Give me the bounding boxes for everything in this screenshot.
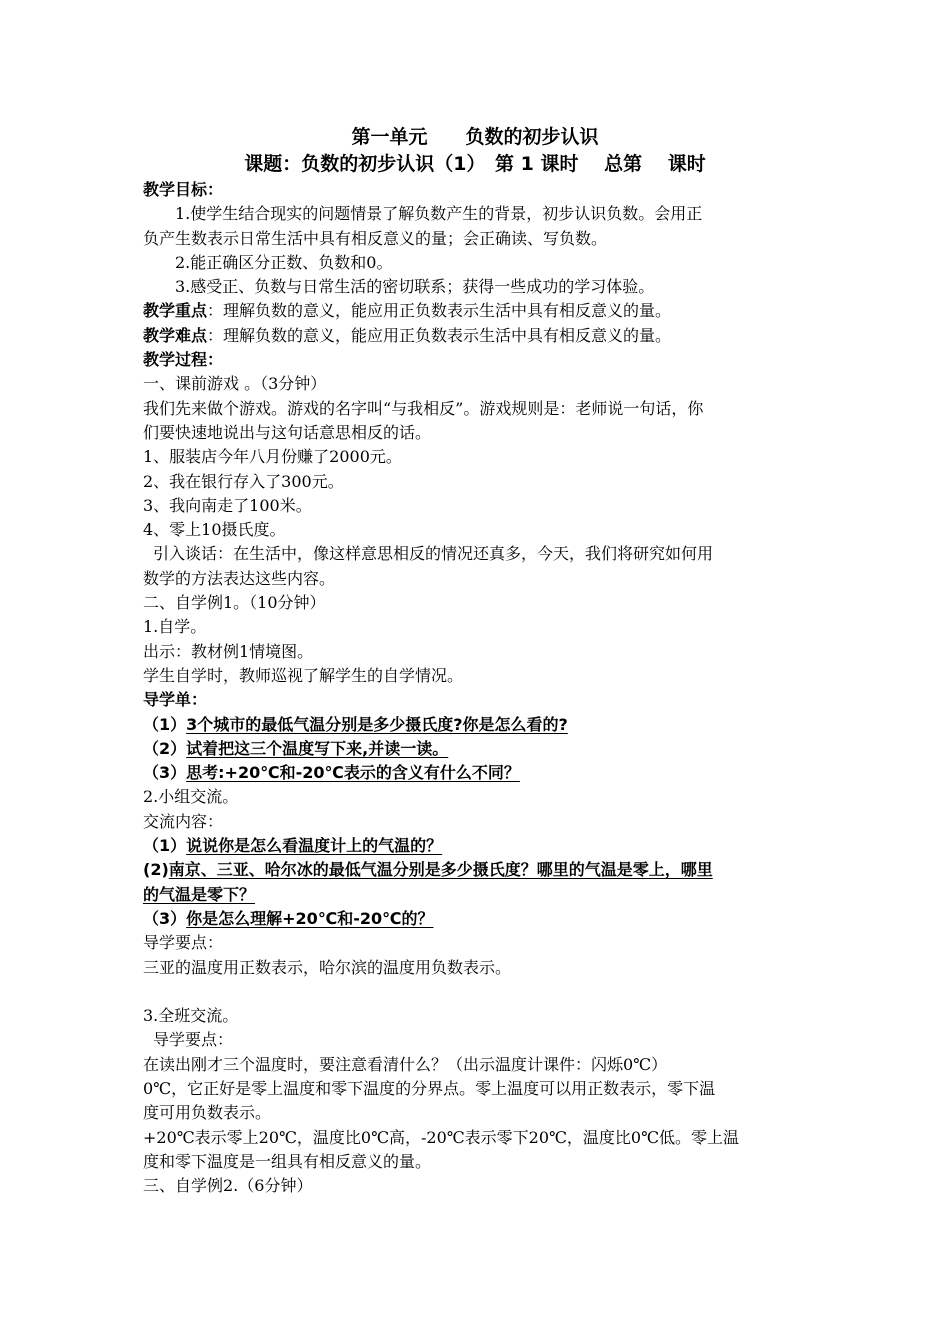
teacher-patrol: 学生自学时，教师巡视了解学生的自学情况。 [143,665,464,685]
guide-item-1-num: （1） [143,714,187,734]
exchange-item-2-text-2: 的气温是零下？ [143,884,256,904]
game-item-1: 1、服装店今年八月份赚了2000元。 [143,447,402,467]
exchange-item-3 [143,907,811,931]
group-exchange: 2.小组交流。 [143,787,239,807]
guide-item-1-text: 3个城市的最低气温分别是多少摄氏度?你是怎么看的? [186,714,568,734]
guide-item-2-num: （2） [143,738,187,758]
objective-1-line-2: 负产生数表示日常生活中具有相反意义的量；会正确读、写负数。 [143,228,608,248]
guide-item-3-text: 思考:+20℃和-20℃表示的含义有什么不同？ [186,763,520,783]
zero-explanation-line-2: 度可用负数表示。 [143,1103,272,1123]
document-body [143,178,811,1198]
objective-2: 2.能正确区分正数、负数和0。 [175,252,393,272]
exchange-item-3-num: （3） [143,908,187,928]
whole-class-exchange: 3.全班交流。 [143,1006,239,1026]
exchange-item-3-text: 你是怎么理解+20℃和-20℃的？ [186,908,434,928]
section-1-heading: 一、课前游戏 。（3分钟） [143,374,327,394]
blank-line [143,980,811,1004]
guide-sheet-heading: 导学单： [143,690,208,710]
exchange-item-1-num: （1） [143,836,187,856]
lesson-subtitle: 课题：负数的初步认识（1） 第 1 课时 总第 课时 [244,153,706,175]
guide-key-heading-2: 导学要点： [153,1030,234,1050]
guide-item-2-text: 试着把这三个温度写下来,并读一读。 [186,738,449,758]
difficulty [143,324,811,348]
key-point [143,299,811,323]
game-item-4: 4、零上10摄氏度。 [143,520,286,540]
difficulty-text: ：理解负数的意义，能应用正负数表示生活中具有相反意义的量。 [207,325,672,345]
key-point-label: 教学重点 [143,301,208,321]
guide-item-3 [143,761,811,785]
plus-minus-line-2: 度和零下温度是一组具有相反意义的量。 [143,1151,432,1171]
exchange-item-2-text-1: 南京、三亚、哈尔冰的最低气温分别是多少摄氏度？哪里的气温是零上，哪里 [168,860,713,880]
show-figure: 出示：教材例1情境图。 [143,641,314,661]
game-intro-line-2: 们要快速地说出与这句话意思相反的话。 [143,422,432,442]
exchange-item-1 [143,834,811,858]
guide-item-2 [143,737,811,761]
exchange-heading: 交流内容： [143,811,224,831]
guide-item-3-num: （3） [143,763,187,783]
game-item-2: 2、我在银行存入了300元。 [143,471,344,491]
document-title: 第一单元 负数的初步认识 [351,126,599,148]
section-3-heading: 三、自学例2.（6分钟） [143,1176,313,1196]
zero-explanation-line-1: 0℃，它正好是零上温度和零下温度的分界点。零上温度可以用正数表示，零下温 [143,1078,716,1098]
difficulty-label: 教学难点 [143,325,208,345]
guide-item-1 [143,713,811,737]
lead-in-line-1: 引入谈话：在生活中，像这样意思相反的情况还真多，今天，我们将研究如何用 [153,544,714,564]
reading-note: 在读出刚才三个温度时，要注意看清什么？（出示温度计课件：闪烁0℃） [143,1054,668,1074]
plus-minus-line-1: +20℃表示零上20℃，温度比0℃高，-20℃表示零下20℃，温度比0℃低。零上温 [143,1127,740,1147]
exchange-item-1-text: 说说你是怎么看温度计上的气温的？ [186,836,443,856]
exchange-item-2-num: (2) [143,860,169,880]
game-item-3: 3、我向南走了100米。 [143,495,312,515]
exchange-item-2-line-1 [143,858,811,882]
guide-key-text: 三亚的温度用正数表示，哈尔滨的温度用负数表示。 [143,957,512,977]
objectives-heading: 教学目标： [143,180,224,199]
lead-in-line-2: 数学的方法表达这些内容。 [143,568,336,588]
process-heading: 教学过程： [143,350,224,370]
section-2-heading: 二、自学例1。（10分钟） [143,593,326,613]
self-study: 1.自学。 [143,617,207,637]
key-point-text: ：理解负数的意义，能应用正负数表示生活中具有相反意义的量。 [207,301,672,321]
objective-3: 3.感受正、负数与日常生活的密切联系；获得一些成功的学习体验。 [175,277,655,297]
guide-key-heading: 导学要点： [143,933,224,953]
game-intro-line-1: 我们先来做个游戏。游戏的名字叫“与我相反”。游戏规则是：老师说一句话，你 [143,398,704,418]
exchange-item-2-line-2 [143,883,811,907]
objective-1-line-1: 1.使学生结合现实的问题情景了解负数产生的背景，初步认识负数。会用正 [175,204,703,224]
